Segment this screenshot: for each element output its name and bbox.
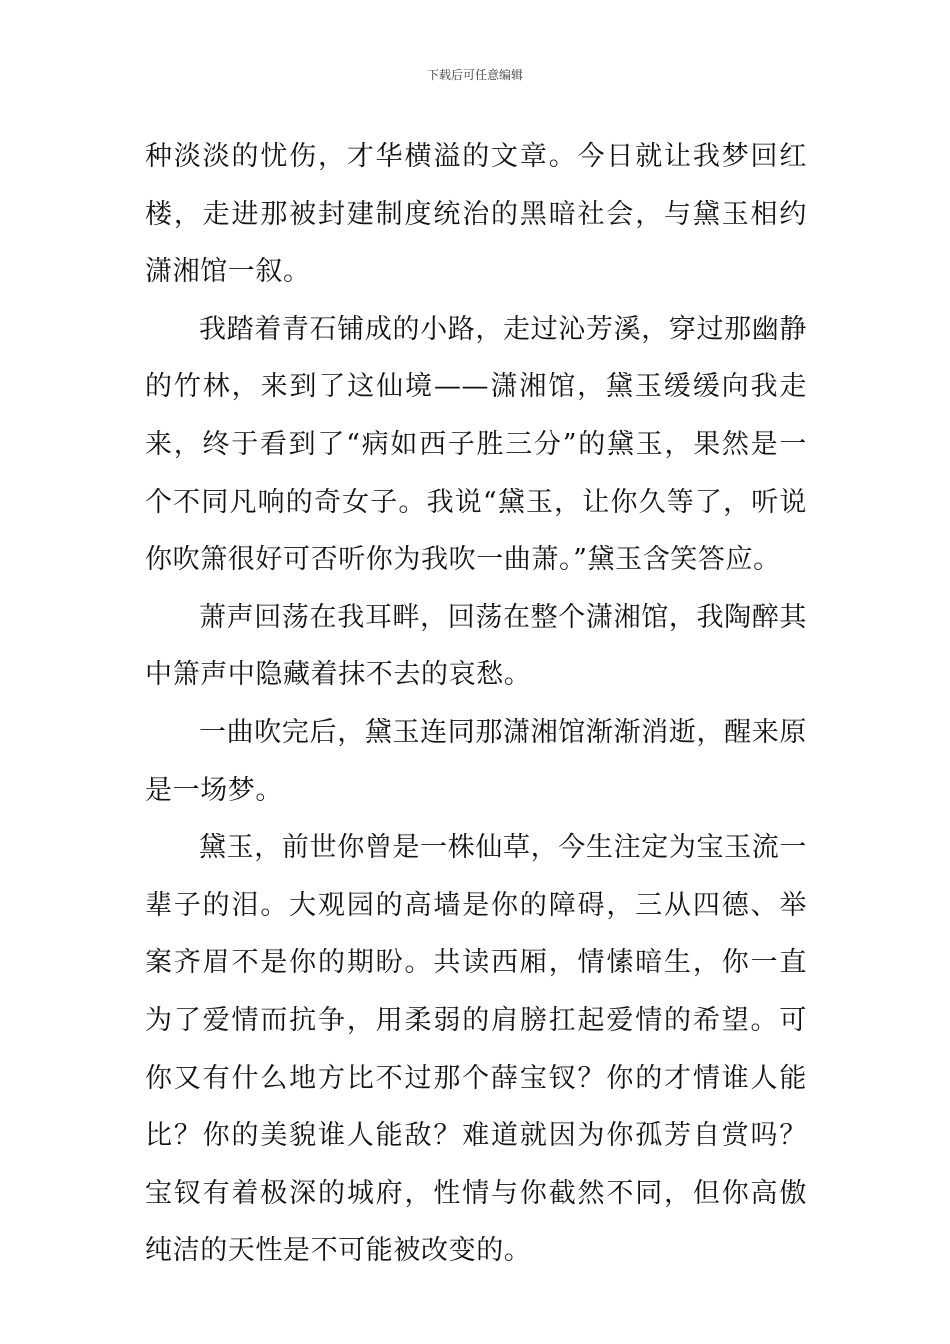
paragraph-3: 萧声回荡在我耳畔，回荡在整个潇湘馆，我陶醉其中箫声中隐藏着抹不去的哀愁。	[145, 601, 807, 691]
paragraph-1: 种淡淡的忧伤，才华横溢的文章。今日就让我梦回红楼，走进那被封建制度统治的黑暗社会，与黛玉相约潇湘馆一叙。	[145, 141, 807, 288]
document-body	[145, 128, 807, 1280]
paragraph-4: 一曲吹完后，黛玉连同那潇湘馆渐渐消逝，醒来原是一场梦。	[145, 716, 807, 806]
page-header: 下载后可任意编辑	[426, 68, 523, 82]
paragraph-2: 我踏着青石铺成的小路，走过沁芳溪，穿过那幽静的竹林，来到了这仙境——潇湘馆，黛玉缓缓向我走来，终于看到了“病如西子胜三分”的黛玉，果然是一个不同凡响的奇女子。我说“黛玉，让你久等了，听说你吹箫很好可否听你为我吹一曲萧。”黛玉含笑答应。	[145, 313, 807, 576]
paragraph-5: 黛玉，前世你曾是一株仙草，今生注定为宝玉流一辈子的泪。大观园的高墙是你的障碍，三从四德、举案齐眉不是你的期盼。共读西厢，情愫暗生，你一直为了爱情而抗争，用柔弱的肩膀扛起爱情的希望。可你又有什么地方比不过那个薛宝钗？你的才情谁人能比？你的美貌谁人能敌？难道就因为你孤芳自赏吗？宝钗有着极深的城府，性情与你截然不同，但你高傲纯洁的天性是不可能被改变的。	[145, 832, 807, 1267]
